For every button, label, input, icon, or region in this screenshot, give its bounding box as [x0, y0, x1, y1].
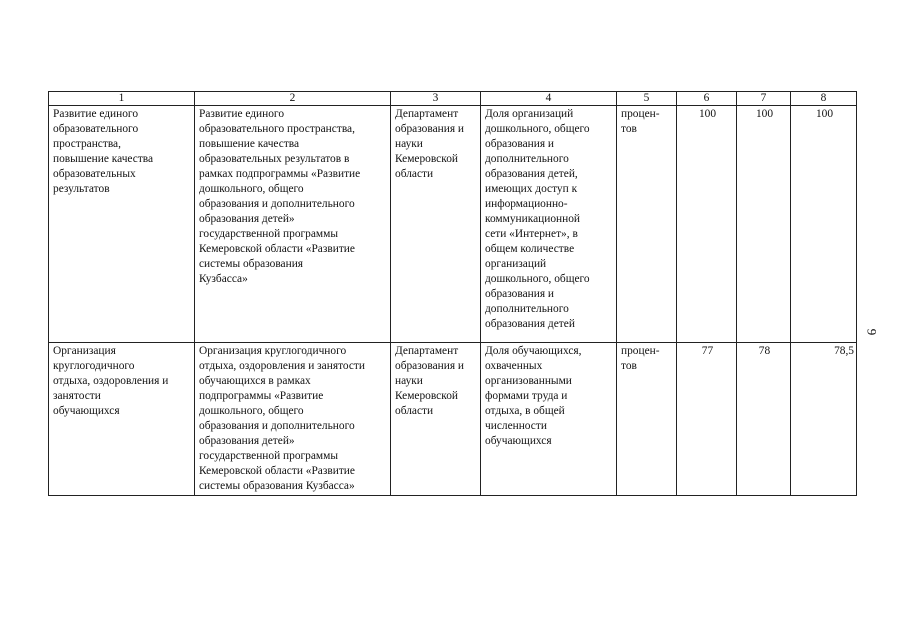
column-header: 6 [677, 92, 737, 106]
executor-cell: Департамент образования и науки Кемеровской области [391, 343, 481, 496]
column-header: 5 [617, 92, 677, 106]
indicators-table [48, 91, 857, 496]
table-row [49, 343, 857, 496]
value-cell: 100 [737, 106, 791, 343]
task-cell: Организация круглогодичного отдыха, оздоровления и занятости обучающихся в рамках подпрограммы «Развитие дошкольного, общего образования и дополнительного образования детей» государственной программы Кемеровской области «Развитие системы образования Кузбасса» [195, 343, 391, 496]
column-header: 4 [481, 92, 617, 106]
indicator-cell: Доля обучающихся, охваченных организованными формами труда и отдыха, в общей численности обучающихся [481, 343, 617, 496]
header-row [49, 92, 857, 106]
table-row [49, 106, 857, 343]
executor-cell: Департамент образования и науки Кемеровской области [391, 106, 481, 343]
unit-cell: процен- тов [617, 343, 677, 496]
unit-cell: процен- тов [617, 106, 677, 343]
value-cell: 77 [677, 343, 737, 496]
task-cell: Развитие единого образовательного пространства, повышение качества образовательных результатов в рамках подпрограммы «Развитие дошкольного, общего образования и дополнительного образования детей» государственной программы Кемеровской области «Развитие системы образования Кузбасса» [195, 106, 391, 343]
goal-cell: Развитие единого образовательного пространства, повышение качества образовательных результатов [49, 106, 195, 343]
page-number: 9 [864, 328, 880, 336]
column-header: 7 [737, 92, 791, 106]
indicator-cell: Доля организаций дошкольного, общего образования и дополнительного образования детей, имеющих доступ к информационно- коммуникационной сети «Интернет», в общем количестве организаций дошкольного, общего образования и дополнительного образования детей [481, 106, 617, 343]
column-header: 8 [791, 92, 857, 106]
value-cell: 100 [791, 106, 857, 343]
column-header: 1 [49, 92, 195, 106]
goal-cell: Организация круглогодичного отдыха, оздоровления и занятости обучающихся [49, 343, 195, 496]
value-cell: 78,5 [791, 343, 857, 496]
column-header: 3 [391, 92, 481, 106]
column-header: 2 [195, 92, 391, 106]
value-cell: 100 [677, 106, 737, 343]
value-cell: 78 [737, 343, 791, 496]
